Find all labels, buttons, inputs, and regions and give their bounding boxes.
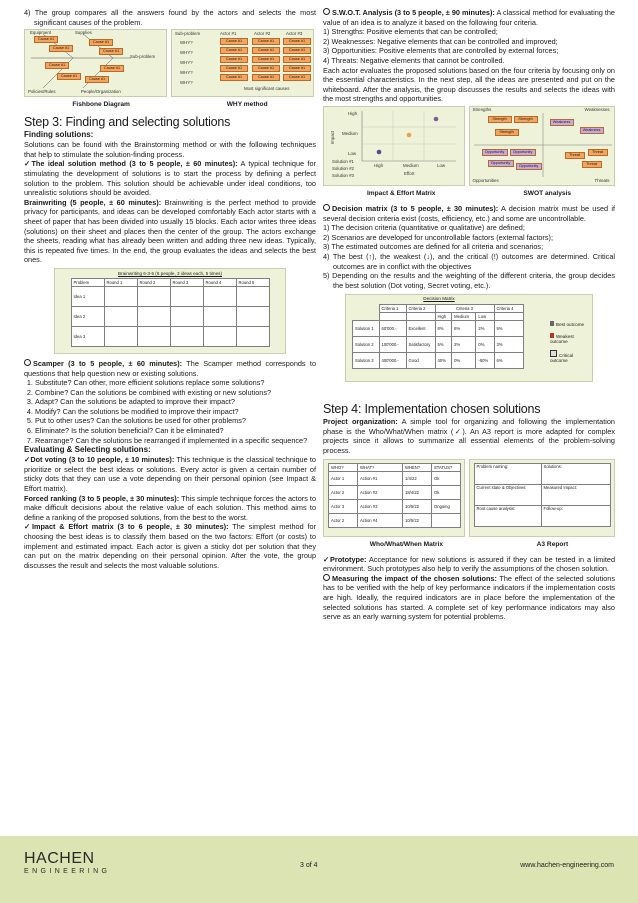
- swot-weakness: Weakness: [550, 119, 574, 126]
- dm-legend-item: [550, 321, 590, 328]
- why-cause: Cause #1: [252, 56, 280, 63]
- swot-item: 4) Threats: Negative elements that cannot be controlled.: [323, 55, 505, 65]
- www-cell: Action #4: [358, 513, 403, 527]
- impact-head: ✓Impact & Effort matrix (3 to 6 people, ± 30 minutes):: [24, 522, 229, 532]
- www-header-row: [329, 463, 461, 471]
- dm-cell: 2%: [476, 321, 494, 337]
- why-cause: Cause #1: [283, 65, 311, 72]
- step3-title: Step 3: Finding and selecting solutions: [24, 115, 231, 130]
- dm-cell: 6%: [452, 321, 476, 337]
- decision-text: A decision matrix must be used if several decision criteria exist (costs, efficiency, etc.) and some are uncontrollable.: [323, 203, 616, 223]
- dm-cell: Satisfactory: [406, 337, 435, 353]
- measure-paragraph: [323, 574, 615, 622]
- dm-sub: Medium: [452, 313, 476, 321]
- impact-effort-matrix: [323, 106, 465, 186]
- www-cell: Actor 2: [329, 513, 358, 527]
- brainwriting-figure: [54, 268, 286, 354]
- dm-cell: 40%: [435, 353, 452, 369]
- a3-cell: Solutions:: [541, 463, 610, 484]
- www-row: [329, 499, 461, 513]
- dm-row: [353, 337, 524, 353]
- bw-row: [71, 327, 269, 347]
- swot-weakness: Weakness: [580, 127, 604, 134]
- forced-text: This simple technique forces the actors to make difficult decisions about the relative value of each solution. This method aims to define a ranking of the proposed solutions, from the best to the worst.: [24, 493, 317, 522]
- dm-title: Decision Matrix: [423, 296, 455, 302]
- a3-cell: Current state & Objectives:: [474, 484, 541, 505]
- fishbone-label-policies: Policies/Rules: [28, 89, 56, 95]
- magnifier-icon: [323, 204, 330, 211]
- left-column: [24, 8, 316, 570]
- dm-cell: Excellent: [406, 321, 435, 337]
- swot-quadrant: Strengths: [472, 106, 492, 112]
- dm-legend: [550, 321, 590, 364]
- magnifier-icon: [323, 8, 330, 15]
- bw-table: [71, 278, 270, 347]
- why-cause: Cause #1: [252, 74, 280, 81]
- ie-x-tick: Low: [437, 162, 446, 168]
- why-cause: Cause #1: [283, 56, 311, 63]
- swot-threat: Threat: [588, 149, 608, 156]
- www-cell: 10/5/22: [403, 499, 432, 513]
- dm-cell: 0%: [452, 353, 476, 369]
- www-cell: Actor 3: [329, 499, 358, 513]
- magnifier-icon: [323, 574, 330, 581]
- dm-row: [353, 321, 524, 337]
- www-cell: Ok: [432, 471, 461, 485]
- fishbone-cause: Cause #1: [34, 36, 58, 43]
- fishbone-caption: Fishbone Diagram: [72, 101, 130, 109]
- finding-text: Solutions can be found with the Brainstorming method or with the following techniques that help to stimulate the solution-finding process.: [24, 140, 316, 159]
- www-header: WHEN?: [403, 463, 432, 471]
- swot-quadrant: Opportunities: [472, 177, 499, 183]
- why-cause: Cause #1: [220, 47, 248, 54]
- fishbone-cause: Cause #1: [100, 65, 124, 72]
- a3-report: [469, 459, 615, 537]
- decision-item: 3) The estimated outcomes are defined for all criteria and scenarios;: [323, 242, 544, 252]
- ie-y-tick: Medium: [342, 130, 358, 136]
- ie-y-tick: High: [348, 110, 358, 116]
- www-table: [328, 463, 461, 528]
- a3-row: [474, 463, 610, 484]
- who-what-when-matrix: [323, 459, 465, 537]
- www-cell: 10/5/22: [403, 513, 432, 527]
- swot-strength: Strength: [495, 129, 519, 136]
- a3-cell: Root cause analysis:: [474, 505, 541, 526]
- why-label: WHY?: [180, 70, 193, 76]
- dm-criteria: Criteria 1: [379, 305, 406, 313]
- why-method-diagram: [171, 29, 314, 97]
- ideal-head: ✓The ideal solution method (3 to 5 people, ± 60 minutes):: [24, 159, 238, 169]
- why-cause: Cause #1: [220, 65, 248, 72]
- ie-x-tick: High: [374, 162, 384, 168]
- decision-item: 5) Depending on the results and the weighting of the different criteria, the group decides the best solution (Dot voting, Secret voting, etc.).: [323, 271, 615, 290]
- fig3-captions: [323, 539, 615, 549]
- why-cause: Cause #1: [220, 56, 248, 63]
- measure-head: Measuring the impact of the chosen solutions:: [332, 573, 497, 583]
- why-header: Actor #2: [254, 31, 271, 37]
- swot-threat: Threat: [565, 152, 585, 159]
- swot-threat: Threat: [582, 161, 602, 168]
- scamper-item: 2. Combine? Can the solutions be combined with existing or new solutions?: [35, 388, 316, 398]
- dm-cell: Solution 2: [353, 337, 380, 353]
- brain-head: Brainwriting (5 people, ± 60 minutes):: [24, 197, 162, 207]
- decision-matrix-figure: [345, 294, 593, 382]
- dm-criteria: Criteria 3: [435, 305, 494, 313]
- measure-text: The effect of the selected solutions has to be verified with the help of key performance indicators if the implementation costs are high. Ideally, the required indicators are in place before the implementation of the selected solutions has started. A complete set of key performance indicators may also serve as an early warning system for potential problems.: [323, 573, 616, 622]
- why-header: Sub-problem: [175, 31, 201, 37]
- bw-header: Round 1: [104, 279, 137, 287]
- www-cell: Actor 1: [329, 471, 358, 485]
- swot-quadrant: Threats: [594, 177, 610, 183]
- scamper-head: Scamper (3 to 5 people, ± 60 minutes):: [33, 358, 183, 368]
- bw-idea: Idea 1: [71, 287, 104, 307]
- bw-row: [71, 287, 269, 307]
- fishbone-cause: Cause #1: [85, 76, 109, 83]
- dm-row: [353, 353, 524, 369]
- scamper-text: The Scamper method corresponds to questions that help question new or existing solutions.: [24, 358, 317, 378]
- swot-item: 2) Weaknesses: Negative elements that can be controlled and improved;: [323, 36, 558, 46]
- ie-y-tick: Low: [348, 150, 357, 156]
- dm-cell: 6%: [494, 353, 523, 369]
- a3-cell: Follow-up:: [541, 505, 610, 526]
- a3-caption: A3 Report: [536, 540, 569, 548]
- why-cause: Cause #1: [283, 47, 311, 54]
- why-cause: Cause #1: [220, 74, 248, 81]
- fishbone-cause: Cause #1: [49, 45, 73, 52]
- www-cell: [432, 513, 461, 527]
- www-header: WHAT?: [358, 463, 403, 471]
- dm-criteria: Criteria 4: [494, 305, 523, 313]
- scamper-item: 1. Substitute? Can other, more efficient solutions replace some solutions?: [35, 378, 316, 388]
- dm-cell: 8%: [435, 321, 452, 337]
- figure-row-3: [323, 459, 615, 537]
- dm-cell: 100'000.-: [379, 337, 406, 353]
- proto-paragraph: [323, 555, 615, 574]
- warning-icon: [550, 350, 557, 357]
- bw-idea: Idea 2: [71, 307, 104, 327]
- www-cell: Action #2: [358, 485, 403, 499]
- fishbone-cause: Cause #1: [99, 48, 123, 55]
- proto-text: Acceptance for new solutions is assured if they can be tested in a limited environment. Such prototypes also help to verify the assumptions of the chosen solution.: [323, 554, 616, 574]
- fishbone-cause: Cause #1: [45, 62, 69, 69]
- a3-cell: Problem naming:: [474, 463, 541, 484]
- scamper-item: 4. Modify? Can the solutions be modified to improve their impact?: [35, 407, 316, 417]
- page-number: 3 of 4: [300, 862, 318, 869]
- figure-row-1: [24, 29, 316, 97]
- why-cause: Cause #1: [252, 47, 280, 54]
- dm-legend-text: Best outcome: [556, 322, 585, 328]
- fishbone-label-supplies: Supplies: [75, 30, 92, 36]
- www-header: STATUS?: [432, 463, 461, 471]
- www-cell: Ok: [432, 485, 461, 499]
- ideal-text: A typical technique for stimulating the development of solutions is to start the process by defining a perfect solution to the problem. This solution should be achievable under ideal conditions, too unrealistic solutions should be avoided.: [24, 159, 316, 198]
- group-compares-text: 4) The group compares all the answers found by the actors and selects the most significant causes of the problem.: [24, 8, 316, 27]
- dm-criteria: Criteria 2: [406, 305, 435, 313]
- fig2-captions: [323, 188, 615, 198]
- ie-caption: Impact & Effort Matrix: [366, 189, 436, 197]
- dm-cell: 400'000.-: [379, 353, 406, 369]
- dot-head: ✓Dot voting (3 to 10 people, ± 10 minutes):: [24, 455, 175, 465]
- website-link[interactable]: www.hachen-engineering.com: [520, 862, 614, 869]
- fishbone-cause: Cause #1: [89, 39, 113, 46]
- scamper-item: 6. Eliminate? Is the solution beneficial? Can it be eliminated?: [35, 426, 316, 436]
- right-column: [323, 8, 615, 622]
- up-arrow-icon: [550, 321, 554, 326]
- decision-item: 2) Scenarios are developed for uncontrollable factors (external factors);: [323, 232, 553, 242]
- www-cell: Action #3: [358, 499, 403, 513]
- dm-cell: 9%: [494, 321, 523, 337]
- ie-legend: Solution #3: [332, 172, 354, 178]
- www-cell: Actor 2: [329, 485, 358, 499]
- forced-paragraph: [24, 494, 316, 523]
- dm-sub-row: [353, 313, 524, 321]
- dm-sub: High: [435, 313, 452, 321]
- a3-table: [474, 463, 611, 527]
- brain-text: Brainwriting is the perfect method to provide privacy for participants, and ideas can be developed comfortably Each actor starts with a sheet of paper that has been divided into usually 15 blocks. Each actor writes three ideas (solutions) on their sheet and places then the center of the group. The actors exchange the sheets, reading what has already been written and adding three new ideas. Typically, this is repeated five times. In the end, the group evaluates the ideas and selects the best ones.: [24, 197, 316, 265]
- a3-cell: Measured Impact:: [541, 484, 610, 505]
- logo-hachen: HACHEN: [24, 850, 95, 867]
- www-cell: 1/4/22: [403, 471, 432, 485]
- why-cause: Cause #1: [252, 65, 280, 72]
- a3-row: [474, 505, 610, 526]
- ie-y-label: Impact: [330, 130, 336, 145]
- ie-x-tick: Medium: [403, 162, 419, 168]
- brain-paragraph: [24, 198, 316, 265]
- www-cell: 18/4/22: [403, 485, 432, 499]
- dm-cell: 5%: [435, 337, 452, 353]
- proto-head: ✓Prototype:: [323, 554, 367, 564]
- scamper-paragraph: [24, 359, 316, 378]
- down-arrow-icon: [550, 333, 554, 338]
- logo-engineering: ENGINEERING: [24, 868, 111, 875]
- why-cause: Cause #1: [252, 38, 280, 45]
- why-cause: Cause #1: [220, 38, 248, 45]
- www-cell: Action #1: [358, 471, 403, 485]
- why-cause: Cause #1: [283, 38, 311, 45]
- swot-opportunity: Opportunity: [488, 160, 514, 167]
- dm-cell: Solution 3: [353, 353, 380, 369]
- bw-title: Brainwriting 6-3-5 (6 people, 3 ideas each, 5 times): [118, 270, 222, 276]
- decision-item: 4) The best (↑), the weakest (↓), and the critical (!) outcomes are determined. Critical outcomes are in conflict with the objectives: [323, 251, 615, 271]
- swot-opportunity: Opportunity: [516, 163, 542, 170]
- dm-cell: 0%: [476, 337, 494, 353]
- dm-legend-item: [550, 350, 590, 364]
- why-legend: Most significant causes: [244, 86, 290, 92]
- www-row: [329, 471, 461, 485]
- bw-header: Round 4: [203, 279, 236, 287]
- fishbone-label-equipment: Equipment: [30, 30, 51, 36]
- swot-item: 1) Strengths: Positive elements that can be controlled;: [323, 27, 498, 37]
- decision-paragraph: [323, 204, 615, 223]
- why-caption: WHY method: [226, 101, 268, 109]
- www-row: [329, 513, 461, 527]
- decision-item: 1) The decision criteria (quantitative or qualitative) are defined;: [323, 223, 525, 233]
- fishbone-cause: Cause #1: [57, 73, 81, 80]
- fishbone-diagram: [24, 29, 167, 97]
- swot-item: 3) Opportunities: Positive elements that are controlled by external forces;: [323, 46, 559, 56]
- why-label: WHY?: [180, 40, 193, 46]
- magnifier-icon: [24, 359, 31, 366]
- swot-quadrant: Weaknesses: [584, 106, 610, 112]
- po-text: A simple tool for organizing and following the implementation phase is the Who/What/When matrix (✓). An A3 report is more adapted for complex projects since it allows to summarize all essential elements of the problem-solving process.: [323, 417, 615, 456]
- decision-head: Decision matrix (3 to 5 people, ± 30 minutes):: [332, 203, 499, 213]
- bw-header: Round 2: [137, 279, 170, 287]
- www-row: [329, 485, 461, 499]
- swot-head: S.W.O.T. Analysis (3 to 5 people, ± 90 minutes):: [332, 8, 495, 17]
- dm-table: [352, 304, 524, 369]
- swot-text: A classical method for evaluating the value of an idea is to analyze it based on the following four criteria.: [323, 8, 615, 27]
- figure-row-2: [323, 106, 615, 186]
- swot-text2: Each actor evaluates the proposed solutions based on the four criteria by focusing only on the essential characteristics. In the next step, all the ideas are presented and put on the whiteboard. After the analysis, the group discusses the results and selects the ideas with the most strengths and opportunities.: [323, 65, 615, 104]
- dm-legend-item: [550, 333, 590, 345]
- dm-cell: Solution 1: [353, 321, 380, 337]
- www-caption: Who/What/When Matrix: [369, 540, 444, 548]
- why-label: WHY?: [180, 60, 193, 66]
- ie-legend: Solution #2: [332, 165, 354, 171]
- bw-header: Problem: [71, 279, 104, 287]
- swot-caption: SWOT analysis: [523, 189, 572, 197]
- www-cell: Ongoing: [432, 499, 461, 513]
- eval-title: Evaluating & Selecting solutions:: [24, 445, 151, 455]
- fishbone-label-subproblem: Sub-problem: [130, 54, 156, 60]
- dm-cell: 3%: [494, 337, 523, 353]
- dm-cell: Good: [406, 353, 435, 369]
- swot-figure: [469, 106, 615, 186]
- forced-head: Forced ranking (3 to 5 people, ± 30 minutes):: [24, 493, 180, 503]
- dm-cell: 2%: [452, 337, 476, 353]
- fig1-captions: [24, 99, 316, 109]
- impact-text: The simplest method for choosing the best ideas is to classify them based on the two factors: Effort (or costs) to implement and estimated impact. Each actor is given a sticky dot per solution that they can put on the matrix depending on their personal opinion. After the vote, the group discusses the result and selects the most valuable solutions.: [24, 522, 316, 570]
- why-cause: Cause #1: [283, 74, 311, 81]
- dm-sub: Low: [476, 313, 494, 321]
- step4-title: Step 4: Implementation chosen solutions: [323, 402, 541, 417]
- dm-legend-text: Critical outcome: [550, 352, 574, 364]
- swot-opportunity: Opportunity: [510, 149, 536, 156]
- why-header: Actor #3: [286, 31, 303, 37]
- why-label: WHY?: [180, 50, 193, 56]
- bw-row: [71, 307, 269, 327]
- po-head: Project organization:: [323, 417, 398, 427]
- dot-text: This technique is the classical technique to prioritize or select the best ideas or solutions. Every actor is given a certain number of sticky dots that they can use a vote depending on their personal opinion (see Impact & Effort matrix).: [24, 455, 316, 494]
- finding-title: Finding solutions:: [24, 130, 94, 140]
- fishbone-label-people: People/Organization: [81, 89, 121, 95]
- a3-row: [474, 484, 610, 505]
- swot-strength: Strength: [514, 116, 538, 123]
- impact-paragraph: [24, 522, 316, 570]
- scamper-item: 5. Put to other uses? Can the solutions be used for other problems?: [35, 416, 316, 426]
- why-label: WHY?: [180, 80, 193, 86]
- scamper-list: [24, 378, 316, 445]
- dm-cell: -50%: [476, 353, 494, 369]
- bw-header: Round 3: [170, 279, 203, 287]
- swot-strength: Strength: [488, 116, 512, 123]
- swot-opportunity: Opportunity: [482, 149, 508, 156]
- ie-legend: Solution #1: [332, 158, 354, 164]
- ideal-paragraph: [24, 159, 316, 197]
- www-header: WHO?: [329, 463, 358, 471]
- po-paragraph: [323, 417, 615, 455]
- dm-cell: 60'000.-: [379, 321, 406, 337]
- bw-idea: Idea 3: [71, 327, 104, 347]
- bw-header-row: [71, 279, 269, 287]
- dot-paragraph: [24, 455, 316, 493]
- scamper-item: 3. Adapt? Can the solutions be adapted to improve their impact?: [35, 397, 316, 407]
- why-header: Actor #1: [220, 31, 237, 37]
- dm-legend-text: Weakest outcome: [550, 333, 574, 345]
- ie-x-label: Effort: [404, 170, 415, 176]
- dm-header-row: [353, 305, 524, 313]
- bw-header: Round 5: [236, 279, 269, 287]
- scamper-item: 7. Rearrange? Can the solutions be rearranged if implemented in a specific sequence?: [35, 436, 316, 446]
- swot-paragraph: [323, 8, 615, 27]
